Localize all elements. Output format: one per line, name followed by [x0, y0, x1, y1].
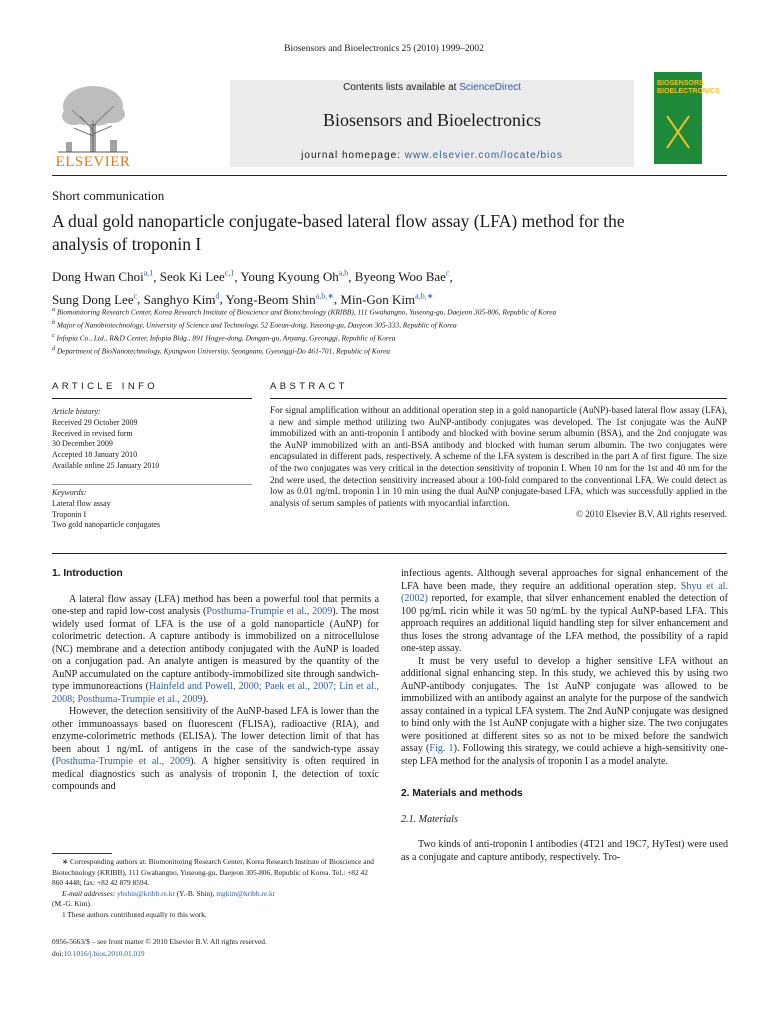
corresponding-author-note: ∗ Corresponding authors at: Biomonitoring Research Center, Korea Research Institute of Bioscience and Biotechnology (KRIBB), 111 Gwahangno, Yuseong-gu, Daejeon 305-806, Republic of Korea. Tel.: +82 42 860 4448; fax: +82 42 879 8594.: [52, 857, 374, 887]
citation-link[interactable]: Fig. 1: [429, 743, 454, 754]
abstract-rule: [270, 398, 727, 399]
affiliation-text: Major of Nanobiotechnology, University of Science and Technology, 52 Eoeun-dong, Yuseong-gu, Daejeon 305-333, Republic of Korea: [55, 320, 457, 330]
equal-contribution-note: 1 These authors contributed equally to this work.: [62, 909, 207, 919]
keywords: [52, 488, 252, 531]
abstract-body: [270, 405, 727, 521]
intro-paragraph-3: [401, 568, 728, 656]
author-name: Yong-Beom Shin: [225, 291, 316, 307]
history-item: Received 29 October 2009: [52, 417, 138, 427]
citation-link[interactable]: Shyu et al. (2002): [401, 580, 728, 604]
history-item: Available online 25 January 2010: [52, 460, 160, 470]
footnote-rule: [52, 853, 112, 854]
history-list: [52, 418, 252, 472]
methods-heading: 2. Materials and methods: [401, 788, 523, 799]
paragraph-text: It must be very useful to develop a higher sensitive LFA without an additional signal enhancing step. In this study, we achieved this by using two AuNP-antibody conjugates. The 1st AuNP conjugate was allowed to be immobilized with an antibody against an analyte for the purpose of the sandwich assay contained in a typical LFA system. The 2nd AuNP conjugate was designed to bind only with the 1st AuNP conjugate with a higher size. The two conjugates were positioned at different sites so as not to be mixed before the sandwich assay (: [401, 655, 728, 754]
author-affiliation-mark[interactable]: a,1: [143, 269, 154, 278]
author-separator: ,: [333, 291, 341, 307]
abstract-copyright: © 2010 Elsevier B.V. All rights reserved.: [576, 509, 727, 520]
article-type: Short communication: [52, 188, 165, 203]
citation-link[interactable]: Posthuma-Trumpie et al., 2009: [55, 756, 191, 767]
article-info-heading: ARTICLE INFO: [52, 381, 159, 392]
author-name: Dong Hwan Choi: [52, 269, 144, 285]
author-affiliation-mark[interactable]: c,1: [224, 269, 235, 278]
keywords-label: Keywords:: [52, 488, 87, 497]
intro-paragraph-4: [401, 656, 728, 769]
introduction-heading: 1. Introduction: [52, 568, 123, 579]
author: [355, 269, 450, 284]
email-link-kim[interactable]: mgkim@kribb.re.kr: [216, 888, 276, 898]
email-label: E-mail addresses:: [62, 888, 118, 898]
journal-title: Biosensors and Bioelectronics: [323, 110, 541, 130]
doi-prefix: doi:: [52, 948, 64, 958]
materials-heading: 2.1. Materials: [401, 813, 458, 825]
journal-cover: [654, 72, 720, 164]
affiliation-mark: b: [52, 320, 55, 327]
banner-rule: [52, 175, 727, 176]
citation-link[interactable]: Hainfeld and Powell, 2000; Paek et al., 2007; Lin et al., 2008; Posthuma-Trumpie et al., 2009: [52, 681, 379, 705]
author-affiliation-mark[interactable]: a,b: [338, 269, 349, 278]
homepage-link[interactable]: www.elsevier.com/locate/bios: [404, 150, 563, 161]
paragraph-text: infectious agents. Although several approaches for signal enhancement of the LFA have been made, they require an additional operation step.: [401, 568, 728, 592]
affiliation-text: Infopia Co., Ltd., R&D Center, Infopia Bldg., 891 Hogye-dong, Dongan-gu, Anyang, Gyeonggi, Republic of Korea: [54, 333, 396, 343]
author-affiliation-mark[interactable]: c: [445, 269, 450, 278]
doi-line: [52, 948, 379, 960]
author-affiliation-mark[interactable]: c: [133, 291, 138, 301]
body-rule: [52, 553, 727, 554]
paragraph-text: ). A higher sensitivity is often required in medical diagnostics such as analysis of troponin I, the detection of toxic compounds and: [52, 756, 379, 792]
history-item: Accepted 18 January 2010: [52, 450, 138, 460]
doi-link[interactable]: 10.1016/j.bios.2010.01.019: [63, 948, 145, 958]
paragraph-text: A lateral flow assay (LFA) method has been a powerful tool that permits a one-step and rapid low-cost analysis (: [52, 593, 379, 617]
affiliation-mark: c: [52, 333, 55, 340]
affiliation-mark: d: [52, 346, 55, 353]
author-separator: ,: [234, 269, 241, 285]
left-column: [52, 568, 379, 794]
affiliation: [52, 344, 732, 357]
author-affiliation-mark[interactable]: d: [215, 291, 220, 301]
materials-paragraph: Two kinds of anti-troponin I antibodies (4T21 and 19C7, HyTest) were used as a conjugate and capture antibody, respectively. Tro-: [401, 839, 728, 863]
affiliation-list: [52, 305, 732, 357]
history-item: 30 December 2009: [52, 439, 113, 449]
journal-homepage: [230, 150, 634, 161]
keywords-rule: [52, 484, 252, 485]
affiliation: [52, 305, 732, 318]
issn-line: 0956-5663/$ – see front matter © 2010 Elsevier B.V. All rights reserved.: [52, 937, 267, 946]
email-shin-name: (Y.-B. Shin),: [174, 888, 217, 898]
intro-paragraph-2: [52, 706, 379, 794]
running-head: Biosensors and Bioelectronics 25 (2010) 1999–2002: [284, 44, 484, 54]
email-link-shin[interactable]: ybshin@kribb.re.kr: [117, 888, 175, 898]
right-column: [401, 568, 728, 864]
author-affiliation-mark[interactable]: a,b,∗: [315, 291, 334, 301]
author-name: Sanghyo Kim: [143, 291, 216, 307]
email-kim-name: (M.-G. Kim).: [52, 899, 92, 908]
author-separator: ,: [348, 269, 355, 285]
paragraph-text: reported, for example, that silver enhancement enabled the detection of 100 pg/mL ricin while it was 50 ng/mL by the typical AuNP-based LFA. This approach requires an additional liquid handling step for silver enhancement and thus loses the strong advantage of the LFA method, the possibility of a rapid one-step assay.: [401, 593, 728, 654]
contents-prefix: Contents lists available at: [343, 82, 460, 93]
elsevier-wordmark: ELSEVIER: [55, 154, 131, 170]
affiliation-mark: a: [52, 307, 55, 313]
cover-graphic: [657, 112, 699, 152]
affiliation-text: Biomonitoring Research Center, Korea Research Institute of Bioscience and Biotechnology (KRIBB), 111 Gwahangno, Yuseong-gu, Daejeon 305-806, Republic of Korea: [55, 307, 557, 317]
keyword-item: Troponin I: [52, 509, 87, 519]
footnotes: [52, 857, 379, 920]
journal-banner: [52, 76, 720, 171]
keyword-item: Lateral flow assay: [52, 498, 111, 508]
author-name: Young Kyoung Oh: [240, 269, 339, 285]
abstract-heading: ABSTRACT: [270, 381, 348, 392]
article-info-rule: [52, 398, 252, 399]
author-name: Sung Dong Lee: [52, 291, 134, 307]
keyword-item: Two gold nanoparticle conjugates: [52, 520, 161, 530]
paragraph-text: ).: [202, 693, 209, 705]
email-note: [52, 889, 379, 910]
author: [52, 269, 153, 284]
cover-title: BIOSENSORS BIOELECTRONICS: [657, 80, 720, 95]
author-affiliation-mark[interactable]: a,b,∗: [415, 291, 434, 301]
author: [160, 269, 235, 284]
paragraph-text: ). Following this strategy, we could achieve a high-sensitivity one-step LFA method for the analysis of troponin I as a model analyte.: [401, 743, 729, 767]
front-matter: [52, 936, 379, 959]
journal-box: [230, 80, 634, 167]
author-name: Byeong Woo Bae: [354, 269, 446, 285]
section-gap: [401, 768, 728, 788]
affiliation: [52, 318, 732, 331]
citation-link[interactable]: Posthuma-Trumpie et al., 2009: [206, 606, 333, 617]
affiliation: [52, 331, 732, 344]
intro-paragraph-1: [52, 594, 379, 707]
article-history: [52, 407, 252, 472]
author-separator: ,: [137, 291, 144, 307]
keyword-list: [52, 499, 252, 531]
abstract-paragraph: For signal amplification without an additional operation step in a gold nanoparticle (AuNP)-based lateral flow assay (LFA), a new and simple method utilizing two AuNP-antibody conjugates was developed. The 1st conjugate was the AuNP immobilized with an anti-troponin I antibody and blocked with bovine serum albumin (BSA), and the 2nd conjugate was the AuNP immobilized with an anti-BSA antibody and blocked with human serum albumin. The two conjugates were encapsulated in different pads, respectively. A scheme of the LFA system is described in the part A of first figure. The size of the two conjugates was very critical in the detection sensitivity of troponin I. When 10 nm for the 1st and 40 nm for the 2nd were used, the detection sensitivity increased about a 100-fold compared to the conventional LFA. We could detect as low as 0.01 ng/mL troponin I in 10 min using the dual AuNP conjugate-based LFA, which was successfully applied in the analysis of serum samples of patients with myocardial infarction.: [270, 405, 727, 508]
author-name: Seok Ki Lee: [159, 269, 225, 285]
homepage-prefix: journal homepage:: [301, 150, 405, 161]
history-item: Received in revised form: [52, 428, 133, 438]
sciencedirect-link[interactable]: ScienceDirect: [459, 82, 521, 93]
author: [240, 269, 348, 284]
author-separator: ,: [449, 269, 453, 285]
author-separator: ,: [219, 291, 226, 307]
author-separator: ,: [153, 269, 160, 285]
history-label: Article history:: [52, 407, 101, 416]
author-name: Min-Gon Kim: [340, 291, 416, 307]
author-list: [52, 264, 732, 309]
paragraph-text: However, the detection sensitivity of the AuNP-based LFA is lower than the other immunoassays based on fluorescent (FLISA), radioactive (RIA), and enzyme-colorimetric methods (ELISA). The lower detection limit of that has been about 1 ng/mL of antigens in the case of the sandwich-type assay (: [52, 706, 379, 767]
paragraph-text: ). The most widely used format of LFA is the use of a gold nanoparticle (AuNP) for colorimetric detection. A capture antibody is immobilized on a nitrocellulose (NC) membrane and a detection antibody conjugated with the AuNP is loaded on a conjugation pad. An analyte antigen is measured by the quantity of the AuNP accumulated on the capture antibody-immobilized site through sandwich-type immunoreactions (: [52, 606, 379, 692]
contents-line: [230, 82, 634, 93]
paper-title: A dual gold nanoparticle conjugate-based lateral flow assay (LFA) method for the analysis of troponin I: [52, 211, 625, 254]
affiliation-text: Department of BioNanotechnology, Kyungwon University, Seongnam, Gyeonggi-Do 461-701, Republic of Korea: [55, 346, 390, 356]
